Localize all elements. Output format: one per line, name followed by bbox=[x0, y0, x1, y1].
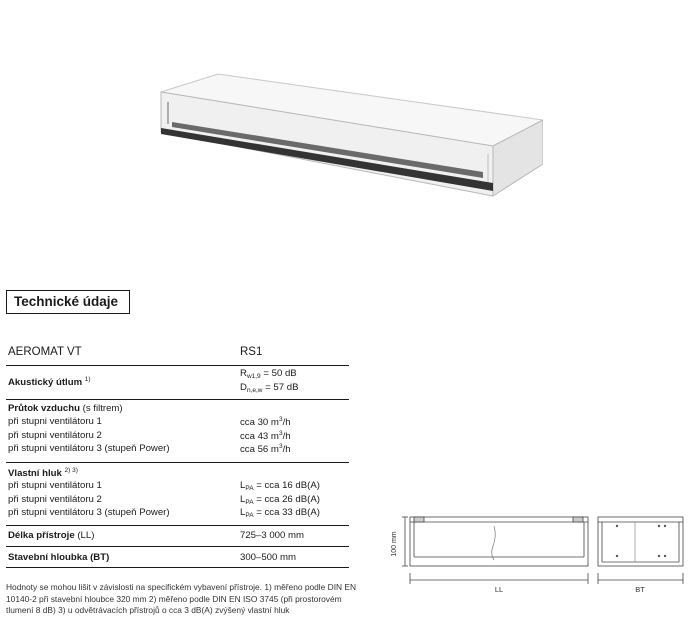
acoustic-label: Akustický útlum bbox=[8, 377, 83, 388]
noise-row: při stupni ventilátoru 3 (stupeň Power) $L_{PA}$ = cca 33 dB(A) bbox=[8, 506, 320, 519]
airflow-section: Průtok vzduchu (s filtrem) při stupni ventilátoru 1 cca 30 $m^3/h$ při stupni ventilátoru 2 cca 43 $m^3/h$ při stupni ventilátoru 3 (stupeň Power) cca 56 $m^3/h$ bbox=[6, 400, 349, 463]
section-title: Technické údaje bbox=[6, 290, 130, 314]
depth-section bbox=[6, 547, 349, 568]
acoustic-r-value: $R_{w1,9} = 50$ dB bbox=[240, 368, 297, 380]
acoustic-d-value: $D_{n,e,w} = 57$ dB bbox=[240, 382, 299, 394]
table-header bbox=[6, 344, 349, 366]
airflow-row: při stupni ventilátoru 2 cca 43 $m^3/h$ bbox=[8, 429, 291, 442]
technical-drawing bbox=[381, 508, 694, 623]
specs-table bbox=[6, 344, 349, 568]
depth-label: Stavební hloubka (BT) bbox=[8, 552, 110, 563]
noise-row: při stupni ventilátoru 1 $L_{PA}$ = cca 16 dB(A) bbox=[8, 480, 320, 493]
noise-section: Vlastní hluk $^{2) 3)}$ při stupni ventilátoru 1 $L_{PA}$ = cca 16 dB(A) při stupni ventilátoru 2 $L_{PA}$ = cca 26 dB(A) při stupni ventilátoru 3 (stupeň Power) $L_{PA}$ = cca 33 dB(A) bbox=[6, 463, 349, 526]
length-dimension-label: LL bbox=[494, 585, 504, 594]
height-dimension-label: 100 mm bbox=[391, 531, 398, 557]
product-image bbox=[148, 68, 543, 203]
length-label: Délka přístroje bbox=[8, 530, 75, 541]
noise-row: při stupni ventilátoru 2 $L_{PA}$ = cca 26 dB(A) bbox=[8, 493, 320, 506]
noise-label: Vlastní hluk bbox=[8, 468, 62, 479]
depth-dimension-label: BT bbox=[635, 585, 645, 594]
footnote: Hodnoty se mohou lišit v závislosti na specifickém vybavení přístroje. 1) měřeno podle DIN EN 10140-2 při stavební hloubce 320 mm 2) měřeno podle DIN EN ISO 3745 (při prostorovém tlumení 8 dB) 3) u odvětrávacích přístrojů o cca 3 dB(A) zvýšený vlastní hluk bbox=[6, 582, 357, 616]
airflow-row: při stupni ventilátoru 3 (stupeň Power) cca 56 $m^3/h$ bbox=[8, 442, 291, 455]
airflow-row: při stupni ventilátoru 1 cca 30 $m^3/h$ bbox=[8, 416, 291, 429]
acoustic-section: Akustický útlum $^{1)}$ $R_{w1,9} = 50$ dB $D_{n,e,w} = 57$ dB bbox=[6, 366, 349, 400]
product-name: AEROMAT VT bbox=[8, 346, 82, 358]
depth-value: 300–500 mm bbox=[240, 552, 296, 563]
length-value: 725–3 000 mm bbox=[240, 530, 304, 541]
model-name: RS1 bbox=[240, 346, 263, 358]
airflow-label: Průtok vzduchu bbox=[8, 403, 80, 414]
length-section: Délka přístroje (LL) 725–3 000 mm bbox=[6, 526, 349, 547]
